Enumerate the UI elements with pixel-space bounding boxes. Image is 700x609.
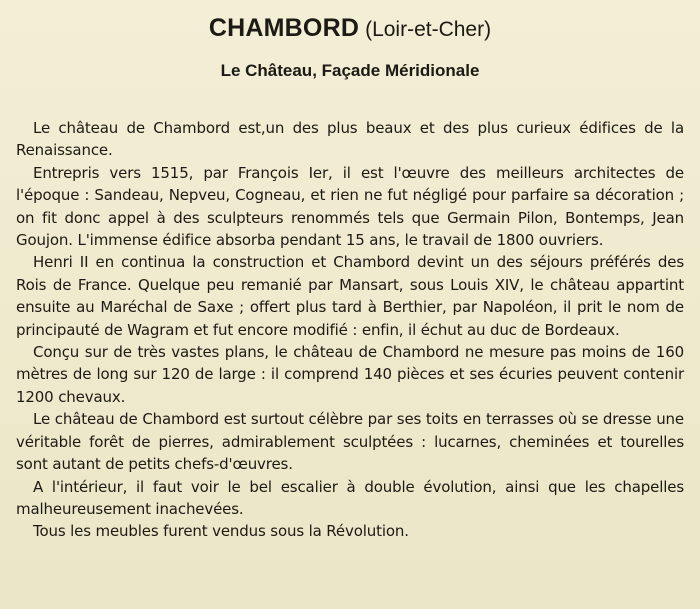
document-body [16,117,684,543]
paragraph-interior: A l'intérieur, il faut voir le bel escalier à double évolution, ainsi que les chapelles malheureusement inachevées. [16,477,684,518]
paragraph-roofs: Le château de Chambord est surtout célèbre par ses toits en terrasses où se dresse une véritable forêt de pierres, admirablement sculptées : lucarnes, cheminées et tourelles sont autant de petits chefs-d'œuvres. [16,410,684,474]
paragraph-history: Henri II en continua la construction et Chambord devint un des séjours préférés des Rois de France. Quelque peu remanié par Mansart, sous Louis XIV, le château appartint ensuite au Maréchal de Saxe ; offert plus tard à Berthier, par Napoléon, il prit le nom de principauté de Wagram et fut encore modifié : enfin, il échut au duc de Bordeaux. [16,253,684,339]
title-region: (Loir-et-Cher) [365,18,492,41]
paragraph-dimensions: Conçu sur de très vastes plans, le château de Chambord ne mesure pas moins de 160 mètres de long sur 120 de large : il comprend 140 pièces et ses écuries peuvent contenir 1200 chevaux. [16,343,684,406]
paragraph-revolution: Tous les meubles furent vendus sous la Révolution. [33,522,409,541]
page-subtitle: Le Château, Façade Méridionale [220,61,480,80]
paragraph-construction: Entrepris vers 1515, par François Ier, il est l'œuvre des meilleurs architectes de l'époque : Sandeau, Nepveu, Cogneau, et rien ne fut négligé pour parfaire sa décoration ; on fit donc appel à des sculpteurs renommés tels que Germain Pilon, Bontemps, Jean Goujon. L'immense édifice absorba pendant 15 ans, le travail de 1800 ouvriers. [16,163,684,250]
page-title: CHAMBORD [208,14,360,42]
title-line [0,14,700,43]
paragraph-intro: Le château de Chambord est,un des plus beaux et des plus curieux édifices de la Renaissance. [16,119,684,160]
